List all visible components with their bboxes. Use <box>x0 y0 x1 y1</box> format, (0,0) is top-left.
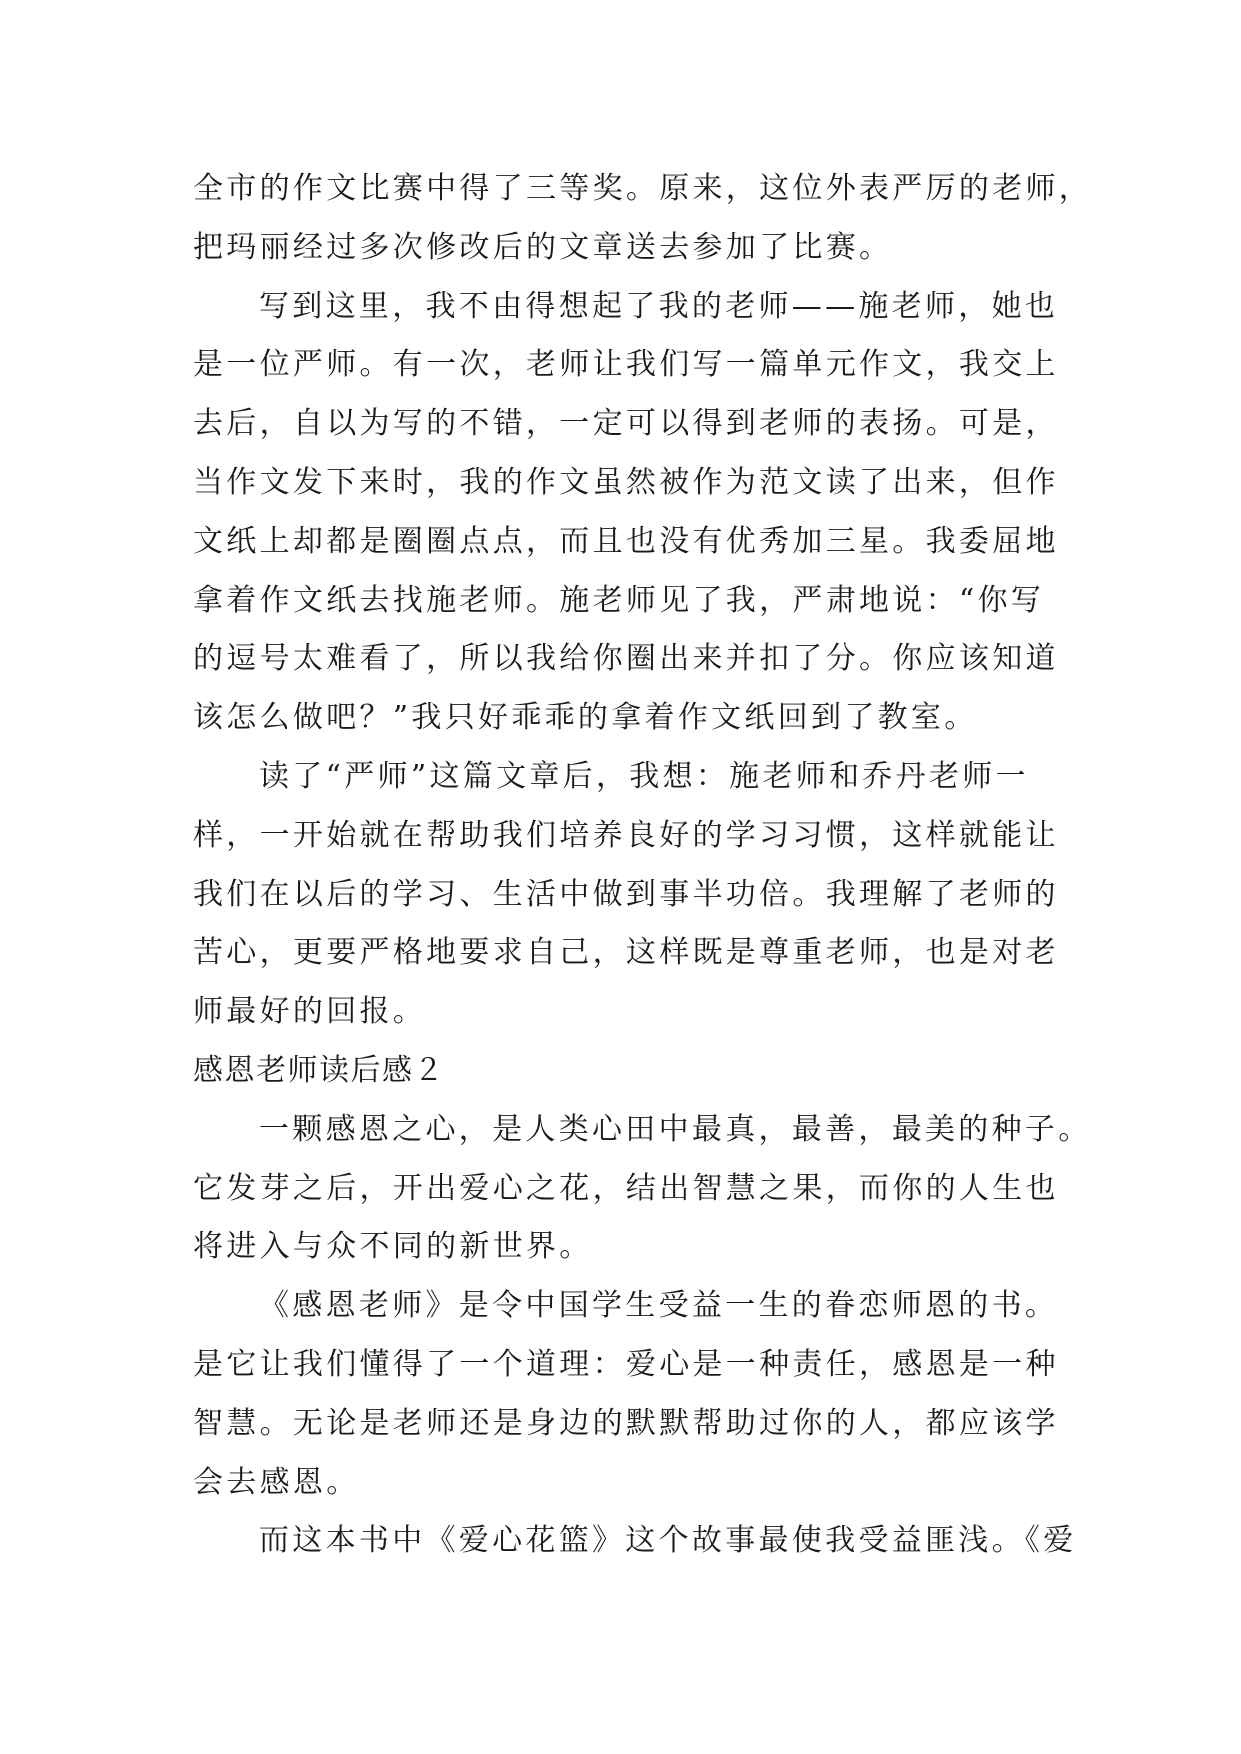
text-line: 拿着作文纸去找施老师。施老师见了我，严肃地说：“你写 <box>193 582 1045 618</box>
paragraph-start-line: 《感恩老师》是令中国学生受益一生的眷恋师恩的书。 <box>259 1288 1059 1324</box>
paragraph-start-line: 一颗感恩之心，是人类心田中最真，最善，最美的种子。 <box>259 1111 1092 1147</box>
body-text <box>193 160 1093 1571</box>
text-line: 的逗号太难看了，所以我给你圈出来并扣了分。你应该知道 <box>193 641 1059 677</box>
text-line: 是一位严师。有一次，老师让我们写一篇单元作文，我交上 <box>193 347 1059 383</box>
paragraph-start-line: 而这本书中《爱心花篮》这个故事最使我受益匪浅。《爱 <box>259 1523 1077 1559</box>
text-line: 将进入与众不同的新世界。 <box>193 1229 593 1265</box>
text-line: 当作文发下来时，我的作文虽然被作为范文读了出来，但作 <box>193 464 1059 500</box>
paragraph-start-line: 读了“严师”这篇文章后，我想：施老师和乔丹老师一 <box>259 758 1029 794</box>
text-line: 该怎么做吧？”我只好乖乖的拿着作文纸回到了教室。 <box>193 700 978 736</box>
text-line: 它发芽之后，开出爱心之花，结出智慧之果，而你的人生也 <box>193 1170 1059 1206</box>
text-line: 把玛丽经过多次修改后的文章送去参加了比赛。 <box>193 229 893 265</box>
text-line: 苦心，更要严格地要求自己，这样既是尊重老师，也是对老 <box>193 935 1059 971</box>
paragraph-start-line: 写到这里，我不由得想起了我的老师——施老师，她也 <box>259 288 1059 324</box>
text-line: 全市的作文比赛中得了三等奖。原来，这位外表严厉的老师， <box>193 171 1093 206</box>
text-line: 文纸上却都是圈圈点点，而且也没有优秀加三星。我委屈地 <box>193 523 1059 559</box>
text-line: 智慧。无论是老师还是身边的默默帮助过你的人，都应该学 <box>193 1405 1059 1441</box>
text-line: 我们在以后的学习、生活中做到事半功倍。我理解了老师的 <box>193 876 1059 912</box>
text-line: 去后，自以为写的不错，一定可以得到老师的表扬。可是， <box>193 406 1059 442</box>
text-line: 会去感恩。 <box>193 1464 360 1500</box>
text-line: 是它让我们懂得了一个道理：爱心是一种责任，感恩是一种 <box>193 1346 1059 1382</box>
section-heading: 感恩老师读后感２ <box>193 1052 445 1088</box>
text-line: 样，一开始就在帮助我们培养良好的学习习惯，这样就能让 <box>193 817 1059 853</box>
text-line: 师最好的回报。 <box>193 994 427 1030</box>
